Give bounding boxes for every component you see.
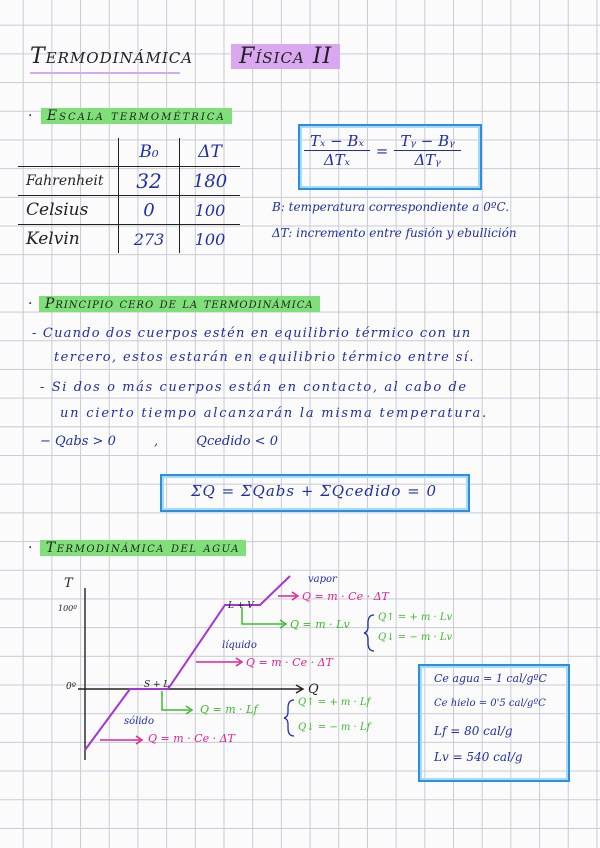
formula-left-fraction (304, 132, 370, 169)
vaporization-minus: Q↓ = − m · Lv (378, 632, 453, 643)
formula-right-fraction (394, 132, 460, 169)
table-header-row (18, 138, 240, 167)
thermometric-table (18, 138, 240, 253)
sl-label: S + L (144, 680, 170, 690)
definition-b: B: temperatura correspondiente a 0ºC. (272, 200, 510, 214)
rule-separator: , (154, 434, 159, 449)
heat-sign-rule (40, 434, 278, 449)
fusion-plus: Q↑ = + m · Lf (298, 697, 371, 708)
table-cell: Celsius (18, 196, 119, 225)
constant-lv: Lv = 540 cal/g (434, 750, 523, 764)
axis-q-label: Q (308, 682, 319, 697)
section1-heading-text: Escala termométrica (41, 108, 232, 124)
table-cell: 0 (119, 196, 180, 225)
fusion-heat-equation: Q = m · Lf (200, 703, 258, 716)
title-highlight-bar (30, 72, 180, 74)
section3-bullet: · (28, 540, 34, 556)
section2-heading (28, 296, 320, 312)
title-subject: Física II (231, 44, 340, 69)
tick-100: 100º (58, 604, 78, 613)
page-title (30, 44, 340, 69)
constant-ce-water: Ce agua = 1 cal/gºC (434, 672, 547, 685)
table-row (18, 225, 240, 254)
liquid-heat-equation: Q = m · Ce · ΔT (246, 656, 333, 669)
formula-left-numerator: Tₓ − Bₓ (304, 132, 370, 151)
axis-t-label: T (64, 576, 73, 591)
vaporization-plus: Q↑ = + m · Lv (378, 612, 453, 623)
section3-heading-text: Termodinámica del agua (40, 540, 246, 556)
sl-callout (162, 691, 190, 710)
vapor-label: vapor (308, 574, 337, 585)
section2-heading-text: Principio cero de la termodinámica (39, 296, 320, 312)
principle-line-4: un cierto tiempo alcanzarán la misma temperatura. (60, 406, 488, 421)
solid-heat-equation: Q = m · Ce · ΔT (148, 732, 235, 745)
fusion-minus: Q↓ = − m · Lf (298, 722, 371, 733)
conversion-formula (304, 132, 461, 169)
table-cell: 32 (119, 167, 180, 196)
liquid-label: líquido (222, 640, 257, 651)
lv-brace (364, 615, 374, 651)
table-header-cell (18, 138, 119, 167)
formula-right-denominator: ΔTᵧ (414, 151, 441, 169)
q-ceded-rule: Qcedido < 0 (196, 434, 278, 449)
table-cell: Fahrenheit (18, 167, 119, 196)
formula-right-numerator: Tᵧ − Bᵧ (394, 132, 460, 151)
principle-line-2: tercero, estos estarán en equilibrio térmico entre sí. (54, 350, 475, 365)
definition-delta-t: ΔT: incremento entre fusión y ebullición (272, 226, 517, 240)
section2-bullet: · (28, 296, 34, 312)
formula-equals: = (375, 141, 389, 160)
vaporization-heat-equation: Q = m · Lv (290, 618, 350, 631)
table-cell: 100 (194, 229, 226, 249)
lv-label: L + V (228, 601, 254, 611)
section3-heading (28, 540, 246, 556)
table-header-cell: B₀ (119, 138, 180, 167)
q-absorbed-rule: − Qabs > 0 (40, 434, 116, 449)
principle-line-3: - Si dos o más cuerpos están en contacto, al cabo de (40, 380, 468, 395)
table-cell: 180 (180, 167, 241, 196)
table-cell: Kelvin (18, 225, 119, 254)
table-row (18, 167, 240, 196)
formula-left-denominator: ΔTₓ (323, 151, 350, 169)
principle-line-1: - Cuando dos cuerpos estén en equilibrio térmico con un (32, 326, 472, 341)
constant-ce-ice: Ce hielo = 0'5 cal/gºC (434, 698, 546, 709)
energy-balance-equation: ΣQ = ΣQabs + ΣQcedido = 0 (190, 482, 438, 500)
constant-lf: Lf = 80 cal/g (434, 724, 513, 738)
solid-label: sólido (124, 716, 154, 727)
tick-0: 0º (66, 682, 76, 692)
table-row (18, 196, 240, 225)
table-header-cell: ΔT (180, 138, 241, 167)
title-main: Termodinámica (30, 44, 194, 69)
vapor-heat-equation: Q = m · Ce · ΔT (302, 590, 389, 603)
table-cell: 273 (119, 225, 180, 254)
sl-brace (284, 700, 294, 736)
section1-heading (28, 108, 232, 124)
section1-bullet: · (28, 108, 35, 124)
table-cell: 100 (180, 196, 241, 225)
